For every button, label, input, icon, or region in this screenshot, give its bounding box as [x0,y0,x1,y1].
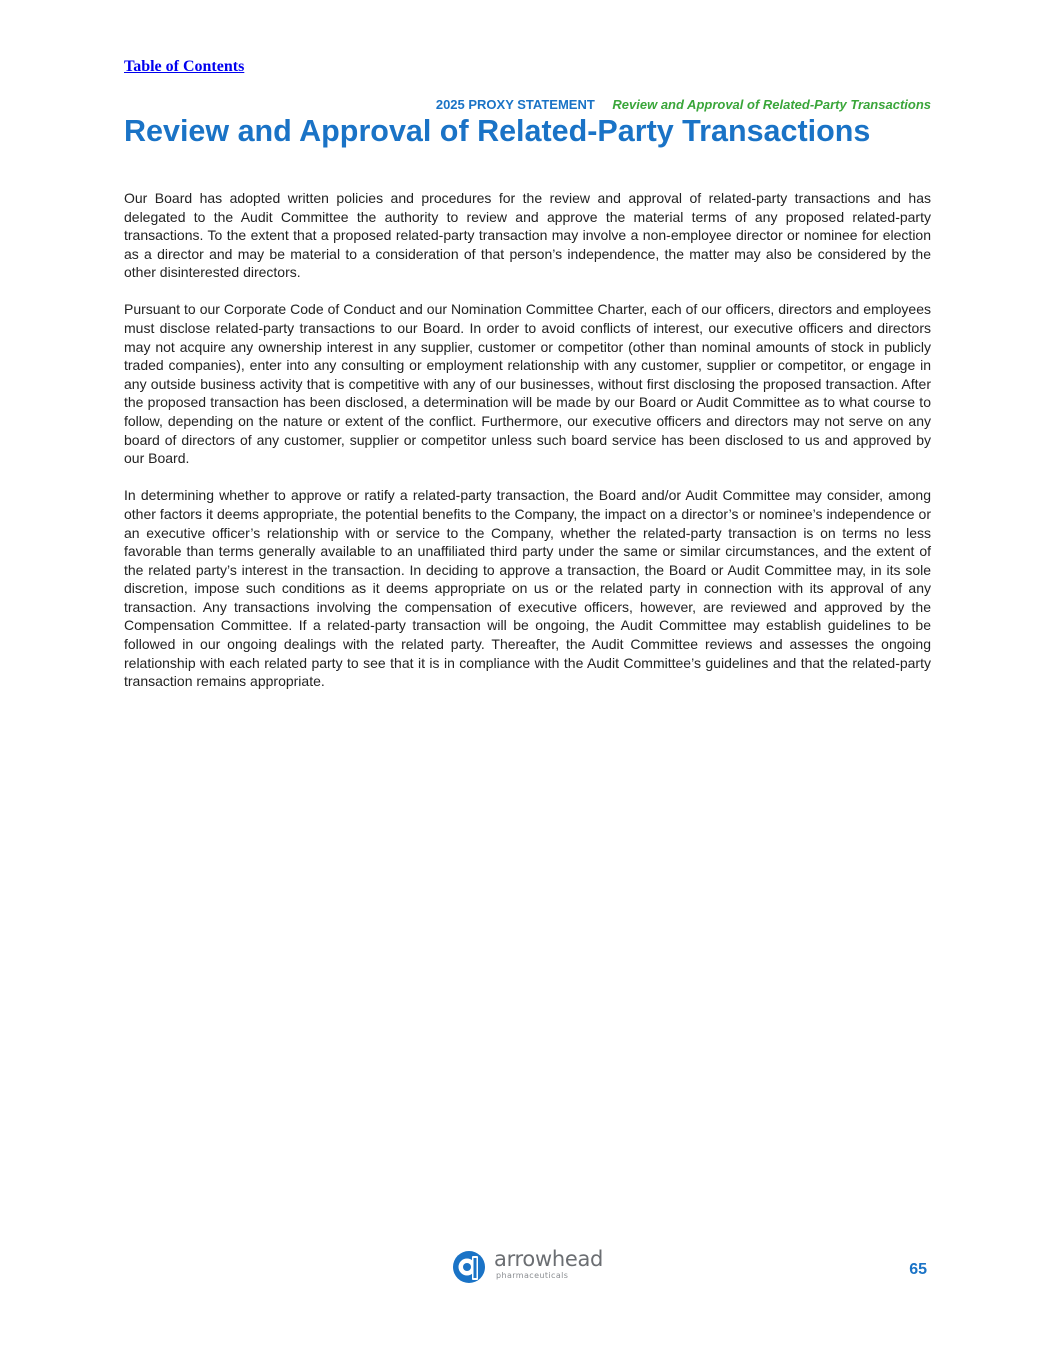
logo-wordmark: arrowhead [494,1247,604,1271]
logo-subword: pharmaceuticals [496,1271,569,1280]
table-of-contents-link[interactable]: Table of Contents [124,58,245,75]
paragraph-code-of-conduct: Pursuant to our Corporate Code of Conduct and our Nomination Committee Charter, each of our officers, directors and employees must disclose related-party transactions to our Board. In order to avoid conflicts of interest, our executive officers and directors may not acquire any ownership interest in any supplier, customer or competitor (other than nominal amounts of stock in publicly traded companies), enter into any consulting or employment relationship with any customer, supplier or competitor, or engage in any outside business activity that is competitive with any of our businesses, without first disclosing the proposed transaction. After the proposed transaction has been disclosed, a determination will be made by our Board or Audit Committee as to what course to follow, depending on the nature or extent of the conflict. Furthermore, our executive officers and directors may not serve on any board of directors of any customer, supplier or competitor unless such board service has been disclosed to us and approved by our Board. [124,301,931,467]
arrowhead-logo [452,1247,607,1284]
paragraph-policies: Our Board has adopted written policies and procedures for the review and approval of related-party transactions and has delegated to the Audit Committee the authority to review and approve the material terms of any proposed related-party transactions. To the extent that a proposed related-party transaction may involve a non-employee director or nominee for election as a director and may be material to a consideration of that person’s independence, the matter may also be considered by the other disinterested directors. [124,190,931,281]
header-document-name: 2025 PROXY STATEMENT [435,97,595,112]
arrowhead-logo-icon [452,1250,488,1284]
paragraph-approval-criteria: In determining whether to approve or ratify a related-party transaction, the Board and/or Audit Committee may consider, among other factors it deems appropriate, the potential benefits to the Company, the impact on a director’s or nominee’s independence or an executive officer’s relationship with or service to the Company, whether the related-party transaction is on terms no less favorable than terms generally available to an unaffiliated third party under the same or similar circumstances, and the extent of the related party’s interest in the transaction. In deciding to approve a transaction, the Board or Audit Committee may, in its sole discretion, impose such conditions as it deems appropriate on us or the related party in connection with its approval of any transaction. Any transactions involving the compensation of executive officers, however, are reviewed and approved by the Compensation Committee. If a related-party transaction will be ongoing, the Audit Committee may establish guidelines to be followed in our ongoing dealings with the related party. Thereafter, the Audit Committee reviews and assesses the ongoing relationship with each related party to see that it is in compliance with the Audit Committee’s guidelines and that the related-party transaction remains appropriate. [124,487,931,690]
body-text [124,189,931,709]
page-title: Review and Approval of Related-Party Transactions [124,114,871,148]
running-header [436,97,931,112]
page-number: 65 [909,1261,927,1278]
header-section-name: Review and Approval of Related-Party Transactions [612,97,931,112]
